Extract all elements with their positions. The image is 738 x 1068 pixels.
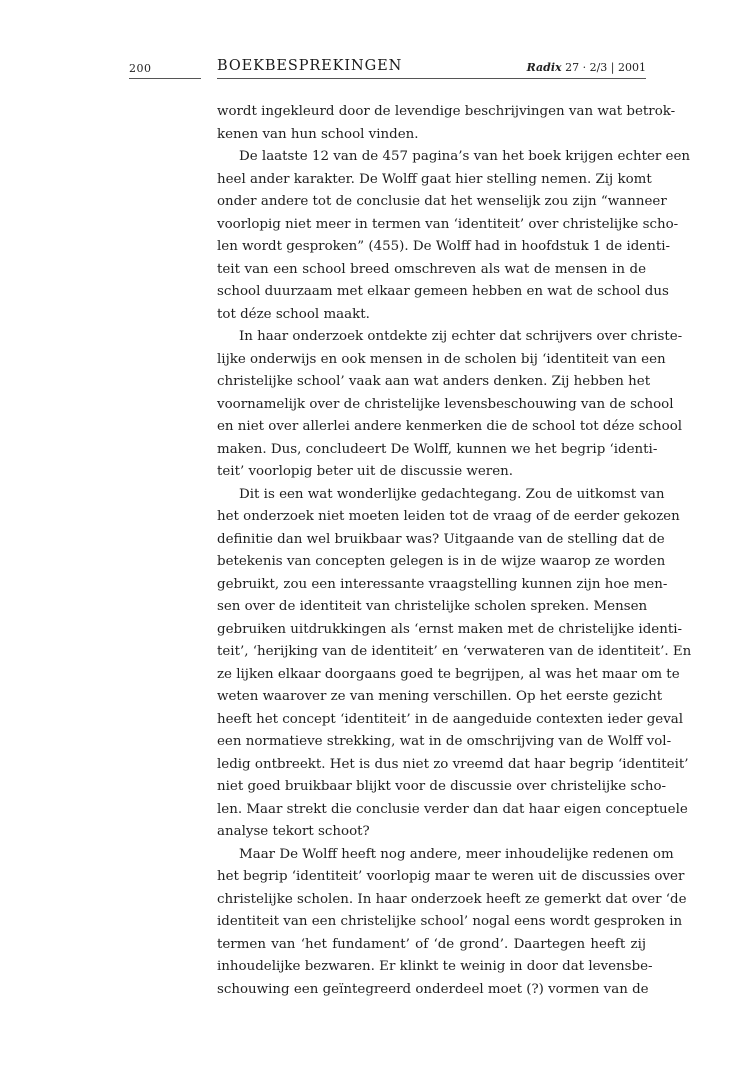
journal-issue: 27 · 2/3 | 2001	[565, 61, 646, 74]
text-line: en niet over allerlei andere kenmerken die de school tot déze school	[217, 419, 683, 434]
text-line: betekenis van concepten gelegen is in de wijze waarop ze worden	[217, 554, 666, 569]
text-line: ledig ontbreekt. Het is dus niet zo vreemd dat haar begrip ‘identiteit’	[217, 756, 689, 772]
text-line: ze lijken elkaar doorgaans goed te begrijpen, al was het maar om te	[217, 666, 680, 682]
text-line: school duurzaam met elkaar gemeen hebben en wat de school dus	[217, 284, 669, 299]
text-line: gebruikt, zou een interessante vraagstelling kunnen zijn hoe men-	[217, 576, 668, 592]
text-line: weten waarover ze van mening verschillen. Op het eerste gezicht	[217, 689, 663, 704]
text-line: analyse tekort schoot?	[217, 824, 370, 839]
text-line: len. Maar strekt die conclusie verder dan dat haar eigen conceptuele	[217, 801, 688, 817]
text-line: identiteit van een christelijke school’ nogal eens wordt gesproken in	[217, 914, 683, 929]
text-line: christelijke scholen. In haar onderzoek heeft ze gemerkt dat over ‘de	[217, 891, 687, 907]
journal-reference	[527, 61, 646, 74]
text-line: onder andere tot de conclusie dat het wenselijk zou zijn “wanneer	[217, 194, 667, 209]
header-rule-right	[217, 78, 646, 79]
journal-name: Radix	[526, 61, 562, 74]
text-line: heeft het concept ‘identiteit’ in de aangeduide contexten ieder geval	[217, 711, 684, 727]
section-title: BOEKBESPREKINGEN	[217, 58, 403, 74]
text-line: voornamelijk over de christelijke levensbeschouwing van de school	[217, 396, 674, 412]
text-line: definitie dan wel bruikbaar was? Uitgaande van de stelling dat de	[217, 531, 665, 547]
text-line: schouwing een geïntegreerd onderdeel moet (?) vormen van de	[217, 981, 649, 997]
text-line: lijke onderwijs en ook mensen in de scholen bij ‘identiteit van een	[217, 351, 666, 367]
text-line: Dit is een wat wonderlijke gedachtegang. Zou de uitkomst van	[239, 486, 665, 502]
text-line: inhoudelijke bezwaren. Er klinkt te weinig in door dat levensbe-	[217, 959, 653, 974]
text-line: len wordt gesproken” (455). De Wolff had in hoofdstuk 1 de identi-	[217, 239, 671, 254]
page-number: 200	[129, 62, 152, 75]
body-text	[217, 101, 692, 1001]
text-line: het begrip ‘identiteit’ voorlopig maar te weren uit de discussies over	[217, 869, 685, 884]
text-line: sen over de identiteit van christelijke scholen spreken. Mensen	[217, 599, 648, 614]
text-line: In haar onderzoek ontdekte zij echter dat schrijvers over christe-	[239, 329, 683, 344]
text-line: maken. Dus, concludeert De Wolff, kunnen we het begrip ‘identi-	[217, 441, 658, 457]
text-line: het onderzoek niet moeten leiden tot de vraag of de eerder gekozen	[217, 509, 680, 524]
text-line: heel ander karakter. De Wolff gaat hier stelling nemen. Zij komt	[217, 171, 652, 187]
text-line: wordt ingekleurd door de levendige beschrijvingen van wat betrok-	[217, 104, 676, 119]
text-line: niet goed bruikbaar blijkt voor de discussie over christelijke scho-	[217, 779, 667, 794]
text-line: kenen van hun school vinden.	[217, 126, 419, 142]
header-rule-left	[129, 78, 201, 79]
text-line: christelijke school’ vaak aan wat anders denken. Zij hebben het	[217, 374, 651, 389]
text-line: een normatieve strekking, wat in de omschrijving van de Wolff vol-	[217, 734, 672, 749]
text-line: teit’, ‘herijking van de identiteit’ en ‘verwateren van de identiteit’. En	[217, 644, 692, 659]
text-line: termen van ‘het fundament’ of ‘de grond’. Daartegen heeft zij	[217, 936, 646, 952]
text-line: teit’ voorlopig beter uit de discussie weren.	[217, 464, 514, 479]
text-line: De laatste 12 van de 457 pagina’s van het boek krijgen echter een	[239, 149, 691, 164]
text-line: Maar De Wolff heeft nog andere, meer inhoudelijke redenen om	[239, 846, 674, 862]
text-line: tot déze school maakt.	[217, 306, 370, 322]
running-header	[0, 58, 738, 82]
text-line: teit van een school breed omschreven als wat de mensen in de	[217, 261, 646, 277]
text-line: gebruiken uitdrukkingen als ‘ernst maken met de christelijke identi-	[217, 621, 683, 637]
text-line: voorlopig niet meer in termen van ‘identiteit’ over christelijke scho-	[217, 216, 679, 232]
